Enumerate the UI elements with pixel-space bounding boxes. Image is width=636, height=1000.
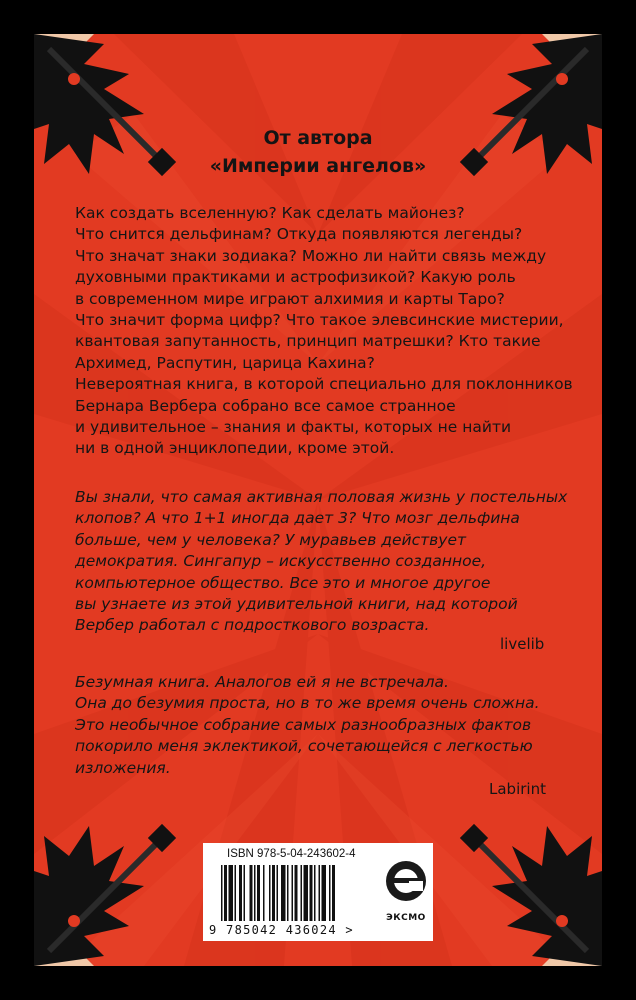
- description-line: Что значат знаки зодиака? Можно ли найти связь между: [75, 246, 547, 265]
- review-line: изложения.: [75, 758, 171, 777]
- publisher-name: ЭКСМО: [386, 913, 426, 923]
- description-line: Как создать вселенную? Как сделать майонез?: [75, 204, 465, 222]
- review-line: демократия. Сингапур – искусственно созданное,: [75, 552, 487, 571]
- review-line: клопов? А что 1+1 иногда дает 3? Что мозг дельфина: [75, 509, 520, 528]
- barcode-bar: [257, 865, 260, 921]
- description-line: духовными практиками и астрофизикой? Какую роль: [75, 268, 516, 287]
- barcode-bar: [301, 865, 303, 921]
- barcode-bar: [295, 865, 298, 921]
- barcode-bar: [310, 865, 313, 921]
- heading-line-2: «Империи ангелов»: [209, 155, 427, 177]
- barcode-bar: [281, 865, 286, 921]
- barcode-bar: [239, 865, 242, 921]
- barcode-bar: [304, 865, 309, 921]
- barcode-bar: [254, 865, 256, 921]
- review-line: Вы знали, что самая активная половая жизнь у постельных: [75, 488, 568, 506]
- review-source-labirint: Labirint: [489, 780, 546, 798]
- barcode-bar: [269, 865, 271, 921]
- description-paragraph: [75, 203, 573, 460]
- barcode-bar: [250, 865, 253, 921]
- description-line: и удивительное – знания и факты, которых не найти: [75, 418, 512, 437]
- barcode-bar: [263, 865, 265, 921]
- review-line: больше, чем у человека? У муравьев действует: [75, 530, 467, 549]
- barcode-bar: [244, 865, 246, 921]
- corner-ornament-icon: [452, 816, 602, 966]
- barcode-bar: [224, 865, 227, 921]
- review-livelib: [75, 487, 567, 637]
- barcode-bar: [319, 865, 321, 921]
- review-labirint: [75, 672, 540, 779]
- description-line: квантовая запутанность, принцип матрешки? Кто такие: [75, 332, 541, 351]
- description-line: Что значит форма цифр? Что такое элевсинские мистерии,: [75, 311, 564, 330]
- publisher-logo: [379, 843, 433, 941]
- eksmo-logo-icon: [379, 843, 433, 913]
- barcode-bar: [314, 865, 316, 921]
- barcode-bar: [272, 865, 275, 921]
- barcode-bar: [221, 865, 223, 921]
- review-line: вы узнаете из этой удивительной книги, над которой: [75, 595, 518, 614]
- isbn-text: ISBN 978-5-04-243602-4: [227, 848, 356, 860]
- description-line: Невероятная книга, в которой специально для поклонников: [75, 375, 573, 394]
- heading-line-1: От автора: [263, 127, 373, 149]
- barcode-bar: [235, 865, 237, 921]
- review-line: компьютерное общество. Все это и многое другое: [75, 573, 491, 592]
- description-line: ни в одной энциклопедии, кроме этой.: [75, 439, 395, 458]
- barcode-bar: [277, 865, 279, 921]
- review-line: Безумная книга. Аналогов ей я не встречала.: [75, 673, 449, 691]
- barcode-bar: [322, 865, 327, 921]
- review-line: Вербер работал с подросткового возраста.: [75, 616, 430, 635]
- review-line: покорило меня эклектикой, сочетающейся с легкостью: [75, 737, 533, 756]
- barcode-bar: [292, 865, 294, 921]
- review-line: Это необычное собрание самых разнообразных фактов: [75, 715, 532, 734]
- review-source-livelib: livelib: [500, 635, 545, 653]
- description-line: Архимед, Распутин, царица Кахина?: [75, 353, 375, 372]
- description-line: в современном мире играют алхимия и карты Таро?: [75, 289, 505, 308]
- barcode-bar: [332, 865, 335, 921]
- description-line: Бернара Вербера собрано все самое странное: [75, 396, 456, 415]
- barcode-bar: [287, 865, 289, 921]
- corner-ornament-icon: [34, 816, 184, 966]
- barcode-bar: [329, 865, 331, 921]
- barcode-digits: 9 785042 436024 >: [209, 923, 354, 937]
- barcode-bar: [229, 865, 234, 921]
- barcode-bars: [221, 865, 381, 921]
- description-line: Что снится дельфинам? Откуда появляются легенды?: [75, 225, 523, 244]
- review-line: Она до безумия проста, но в то же время очень сложна.: [75, 694, 540, 713]
